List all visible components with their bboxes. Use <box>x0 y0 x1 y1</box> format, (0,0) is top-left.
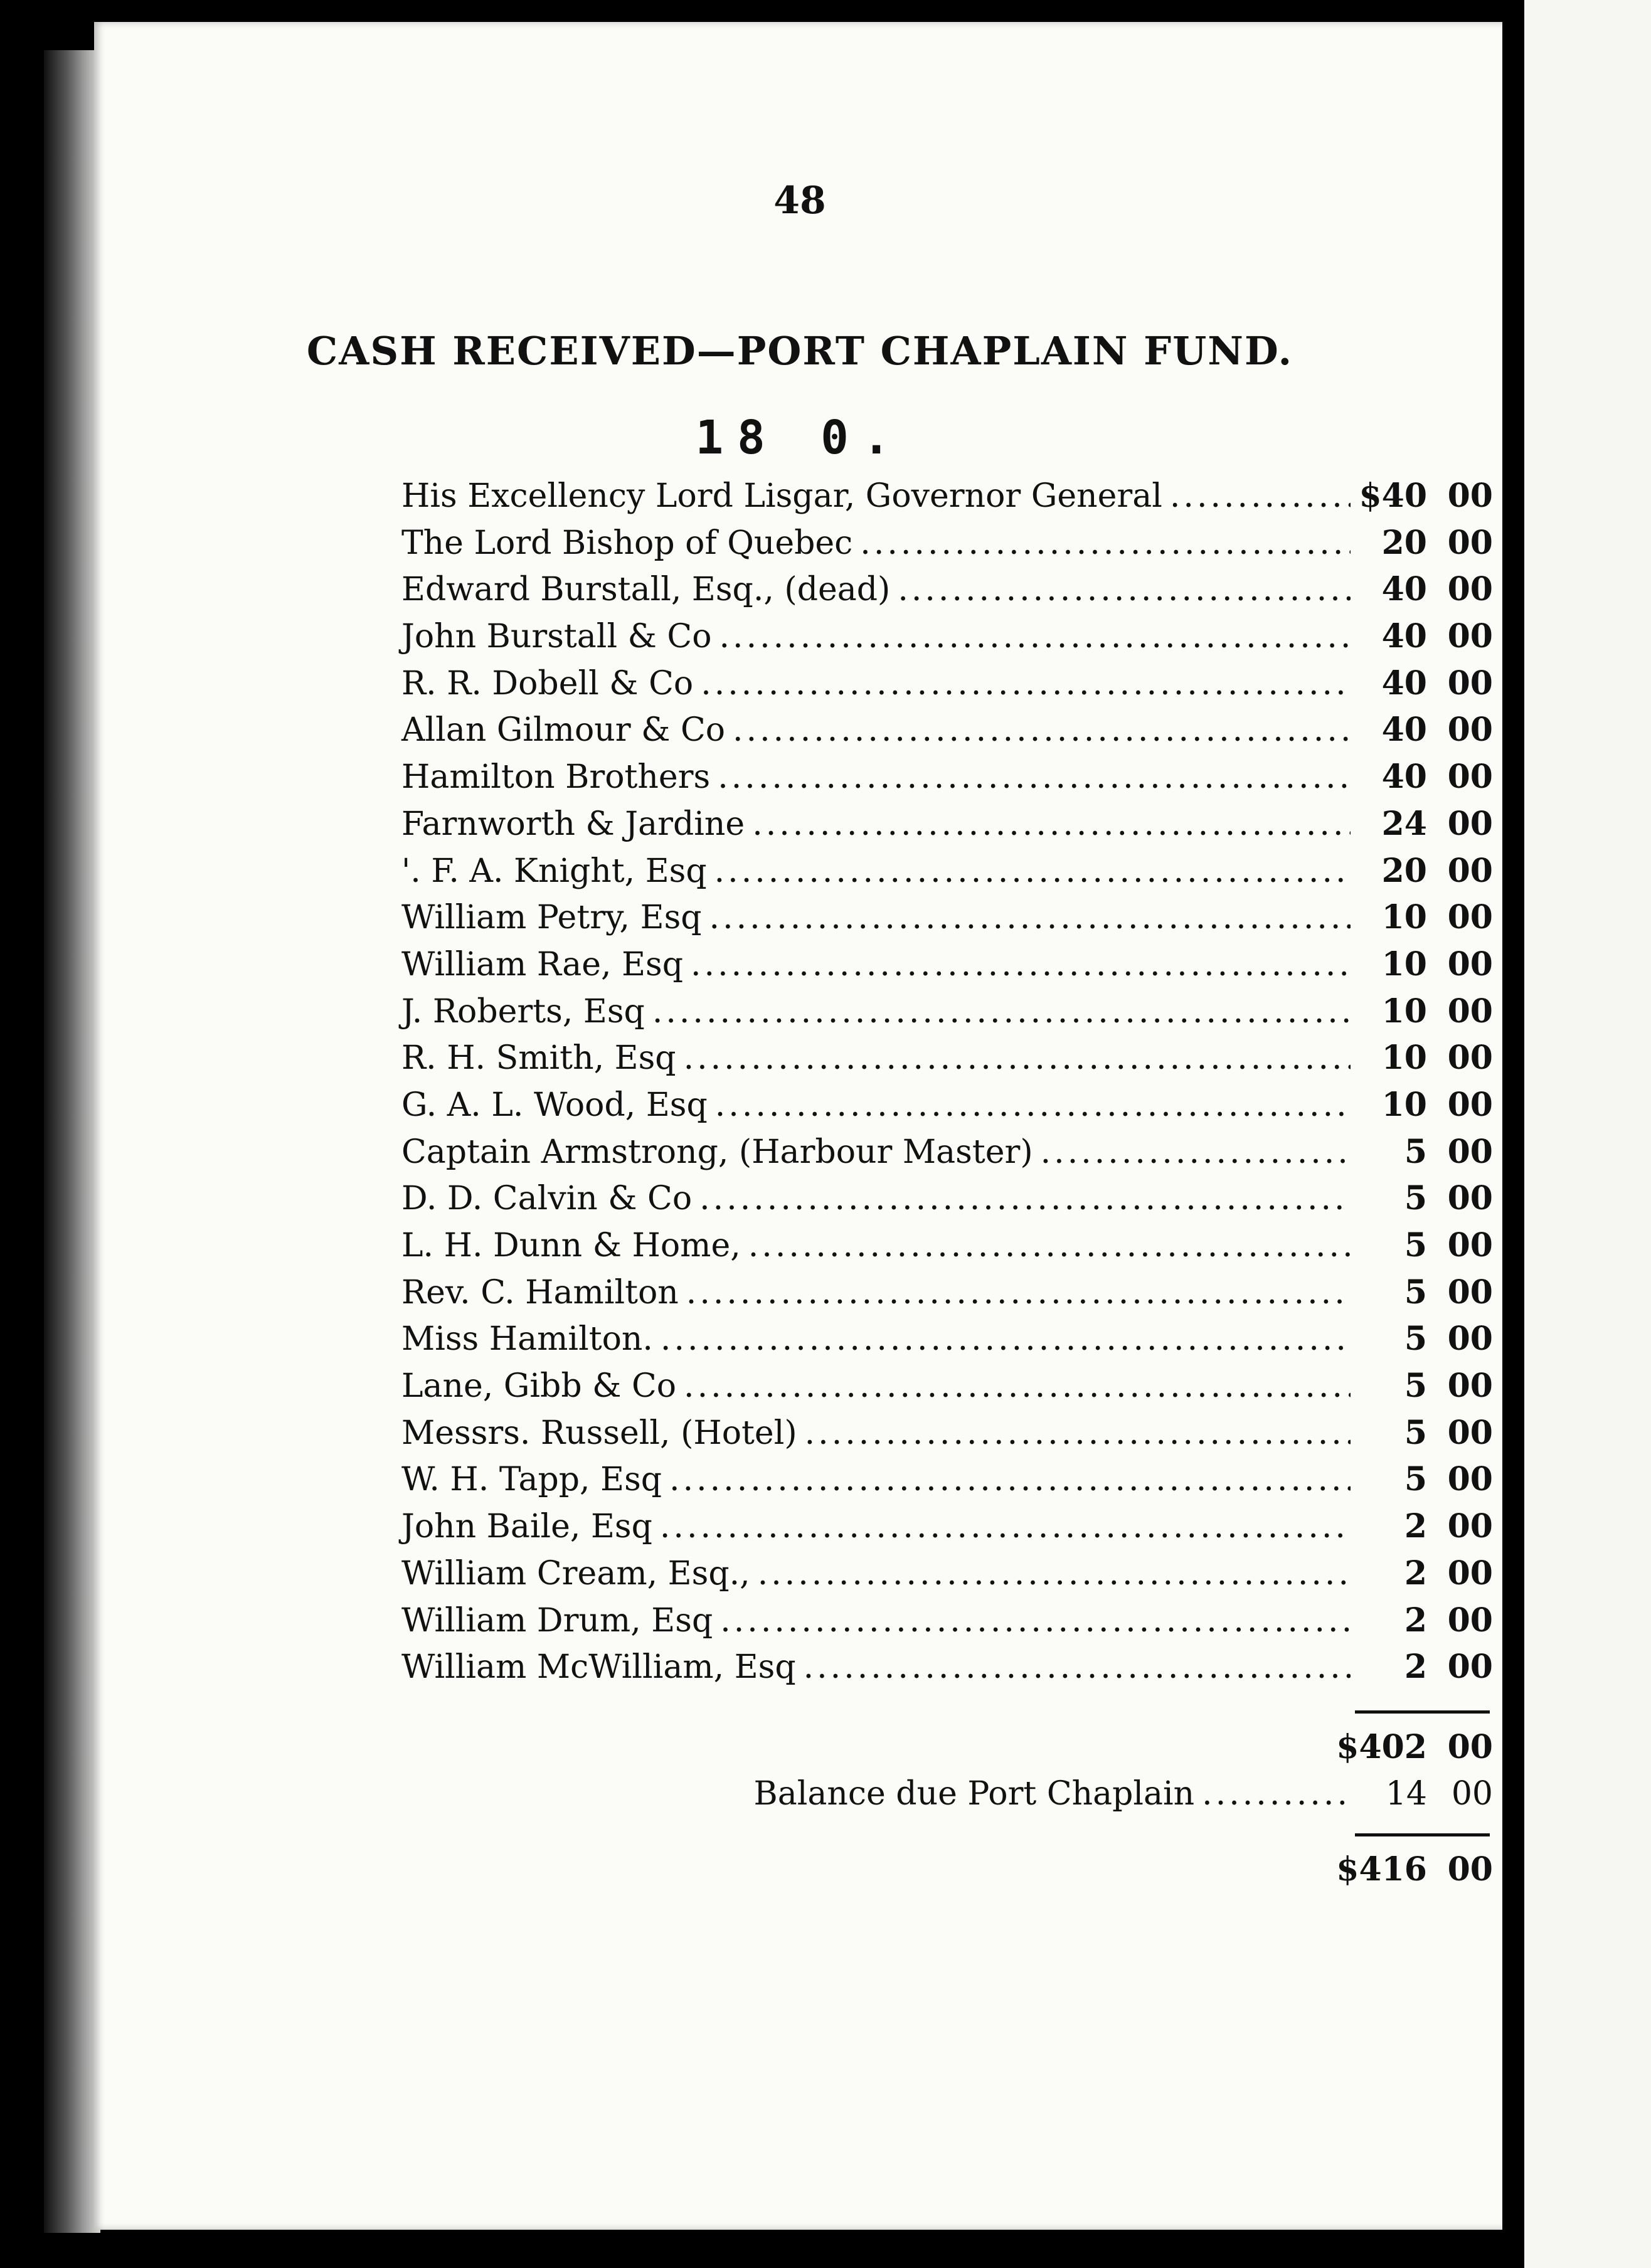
leader-dots <box>805 1414 1351 1452</box>
leader-dots <box>684 1367 1351 1405</box>
amount-dollars: 40 <box>1381 664 1427 702</box>
total-dollars: $416 <box>1336 1850 1427 1889</box>
leader-dots <box>748 1227 1351 1264</box>
subtotal-rule <box>1355 1710 1490 1714</box>
amount-cents: 00 <box>1447 1320 1493 1359</box>
entry-row <box>401 570 1493 617</box>
entry-row <box>401 992 1493 1039</box>
entry-row <box>401 898 1493 945</box>
amount-dollars: 5 <box>1404 1179 1427 1218</box>
balance-leader-dots: ........... <box>1202 1775 1351 1813</box>
subtotal-row <box>401 1728 1493 1766</box>
amount-dollars: 2 <box>1404 1648 1427 1687</box>
entry-row <box>401 664 1493 711</box>
amount-dollars: 2 <box>1404 1601 1427 1640</box>
book-spine <box>44 50 100 2233</box>
page-title: CASH RECEIVED—PORT CHAPLAIN FUND. <box>306 328 1293 374</box>
entry-row <box>401 1273 1493 1320</box>
amount-cents: 00 <box>1447 1132 1493 1171</box>
leader-dots <box>1041 1133 1351 1171</box>
leader-dots <box>686 1274 1351 1312</box>
donor-name: Rev. C. Hamilton <box>401 1273 679 1312</box>
total-rule <box>1355 1833 1490 1836</box>
donor-name: J. Roberts, Esq <box>401 992 645 1031</box>
amount-dollars: 5 <box>1404 1273 1427 1312</box>
donor-name: William McWilliam, Esq <box>401 1648 796 1687</box>
balance-label: Balance due Port Chaplain <box>753 1775 1195 1813</box>
amount-dollars: 10 <box>1381 898 1427 937</box>
entry-row <box>401 617 1493 664</box>
donation-list <box>401 477 1493 1695</box>
amount-cents: 00 <box>1447 523 1493 562</box>
amount-cents: 00 <box>1447 1226 1493 1264</box>
amount-dollars: 20 <box>1381 851 1427 890</box>
entry-row <box>401 1133 1493 1180</box>
entry-row <box>401 1601 1493 1648</box>
amount-cents: 00 <box>1447 1601 1493 1640</box>
amount-dollars: 20 <box>1381 523 1427 562</box>
leader-dots <box>660 1508 1351 1545</box>
leader-dots <box>684 1039 1351 1077</box>
donor-name: William Rae, Esq <box>401 945 684 983</box>
leader-dots <box>652 993 1351 1031</box>
entry-row <box>401 1039 1493 1086</box>
amount-dollars: 5 <box>1404 1320 1427 1359</box>
amount-dollars: 10 <box>1381 945 1427 983</box>
leader-dots <box>720 1602 1351 1640</box>
entry-row <box>401 1554 1493 1601</box>
subtotal-cents: 00 <box>1447 1728 1493 1766</box>
total-row <box>401 1850 1493 1889</box>
donor-name: Allan Gilmour & Co <box>401 711 726 750</box>
amount-cents: 00 <box>1447 711 1493 750</box>
amount-cents: 00 <box>1447 1413 1493 1452</box>
amount-cents: 00 <box>1447 617 1493 656</box>
donor-name: R. R. Dobell & Co <box>401 664 694 702</box>
leader-dots <box>804 1648 1351 1686</box>
donor-name: R. H. Smith, Esq <box>401 1039 676 1078</box>
amount-cents: 00 <box>1447 1367 1493 1406</box>
entry-row <box>401 805 1493 852</box>
donor-name: '. F. A. Knight, Esq <box>401 852 707 890</box>
entry-row <box>401 1507 1493 1554</box>
leader-dots <box>661 1320 1351 1358</box>
amount-dollars: $40 <box>1359 477 1427 515</box>
amount-dollars: 40 <box>1381 617 1427 656</box>
page-number: 48 <box>773 179 826 223</box>
balance-row <box>401 1775 1493 1813</box>
amount-cents: 00 <box>1447 1273 1493 1312</box>
leader-dots <box>1170 477 1351 515</box>
donor-name: William Cream, Esq., <box>401 1554 750 1592</box>
leader-dots <box>714 852 1351 890</box>
donor-name: John Baile, Esq <box>401 1508 652 1546</box>
amount-dollars: 5 <box>1404 1413 1427 1452</box>
entry-row <box>401 1648 1493 1695</box>
amount-cents: 00 <box>1447 1460 1493 1499</box>
amount-cents: 00 <box>1447 1507 1493 1546</box>
amount-cents: 00 <box>1447 1085 1493 1124</box>
leader-dots <box>709 899 1351 936</box>
subtotal-dollars: $402 <box>1336 1728 1427 1766</box>
entry-row <box>401 1179 1493 1226</box>
amount-cents: 00 <box>1447 898 1493 937</box>
amount-dollars: 5 <box>1404 1226 1427 1264</box>
leader-dots <box>691 946 1351 983</box>
amount-dollars: 40 <box>1381 711 1427 750</box>
donor-name: D. D. Calvin & Co <box>401 1180 693 1218</box>
amount-dollars: 5 <box>1404 1132 1427 1171</box>
amount-dollars: 40 <box>1381 570 1427 609</box>
donor-name: John Burstall & Co <box>401 618 712 656</box>
amount-cents: 00 <box>1447 804 1493 843</box>
total-cents: 00 <box>1447 1850 1493 1889</box>
leader-dots <box>898 571 1351 608</box>
amount-cents: 00 <box>1447 477 1493 515</box>
donor-name: W. H. Tapp, Esq <box>401 1461 662 1499</box>
donor-name: The Lord Bishop of Quebec <box>401 524 853 562</box>
amount-dollars: 2 <box>1404 1554 1427 1592</box>
amount-cents: 00 <box>1447 664 1493 702</box>
leader-dots <box>715 1086 1351 1124</box>
amount-cents: 00 <box>1447 1648 1493 1687</box>
donor-name: Edward Burstall, Esq., (dead) <box>401 571 891 609</box>
entry-row <box>401 1414 1493 1461</box>
entry-row <box>401 758 1493 805</box>
entry-row <box>401 477 1493 524</box>
page-gutter <box>1502 0 1527 2268</box>
donor-name: Captain Armstrong, (Harbour Master) <box>401 1133 1033 1171</box>
book-page <box>94 22 1505 2230</box>
entry-row <box>401 852 1493 899</box>
amount-dollars: 10 <box>1381 1039 1427 1078</box>
donor-name: G. A. L. Wood, Esq <box>401 1086 708 1124</box>
entry-row <box>401 1320 1493 1367</box>
amount-dollars: 24 <box>1381 804 1427 843</box>
year-heading: 18 0. <box>695 411 905 465</box>
donor-name: William Drum, Esq <box>401 1601 713 1640</box>
donor-name: Lane, Gibb & Co <box>401 1367 677 1406</box>
entry-row <box>401 711 1493 758</box>
amount-dollars: 40 <box>1381 758 1427 797</box>
entry-row <box>401 945 1493 992</box>
amount-dollars: 5 <box>1404 1367 1427 1406</box>
amount-cents: 00 <box>1447 1554 1493 1592</box>
donor-name: His Excellency Lord Lisgar, Governor General <box>401 477 1162 515</box>
amount-dollars: 2 <box>1404 1507 1427 1546</box>
leader-dots <box>733 711 1351 749</box>
donor-name: L. H. Dunn & Home, <box>401 1227 741 1264</box>
amount-dollars: 5 <box>1404 1460 1427 1499</box>
entry-row <box>401 1226 1493 1273</box>
entry-row <box>401 524 1493 571</box>
leader-dots <box>718 758 1351 796</box>
leader-dots <box>752 805 1351 843</box>
donor-name: William Petry, Esq <box>401 899 702 937</box>
leader-dots <box>669 1461 1351 1498</box>
amount-dollars: 10 <box>1381 1085 1427 1124</box>
entry-row <box>401 1460 1493 1507</box>
amount-cents: 00 <box>1447 851 1493 890</box>
donor-name: Farnworth & Jardine <box>401 805 745 843</box>
leader-dots <box>758 1555 1351 1592</box>
leader-dots <box>860 524 1351 562</box>
amount-dollars: 10 <box>1381 992 1427 1031</box>
facing-page-edge <box>1524 0 1651 2268</box>
balance-dollars: 14 <box>1385 1775 1427 1813</box>
amount-cents: 00 <box>1447 758 1493 797</box>
leader-dots <box>719 618 1351 655</box>
donor-name: Hamilton Brothers <box>401 758 711 797</box>
entry-row <box>401 1086 1493 1133</box>
donor-name: Messrs. Russell, (Hotel) <box>401 1414 797 1452</box>
amount-cents: 00 <box>1447 992 1493 1031</box>
leader-dots <box>699 1180 1351 1217</box>
amount-cents: 00 <box>1447 1179 1493 1218</box>
amount-cents: 00 <box>1447 1039 1493 1078</box>
amount-cents: 00 <box>1447 945 1493 983</box>
leader-dots <box>701 665 1351 702</box>
donor-name: Miss Hamilton. <box>401 1320 653 1359</box>
entry-row <box>401 1367 1493 1414</box>
amount-cents: 00 <box>1447 570 1493 609</box>
balance-cents: 00 <box>1451 1775 1493 1813</box>
